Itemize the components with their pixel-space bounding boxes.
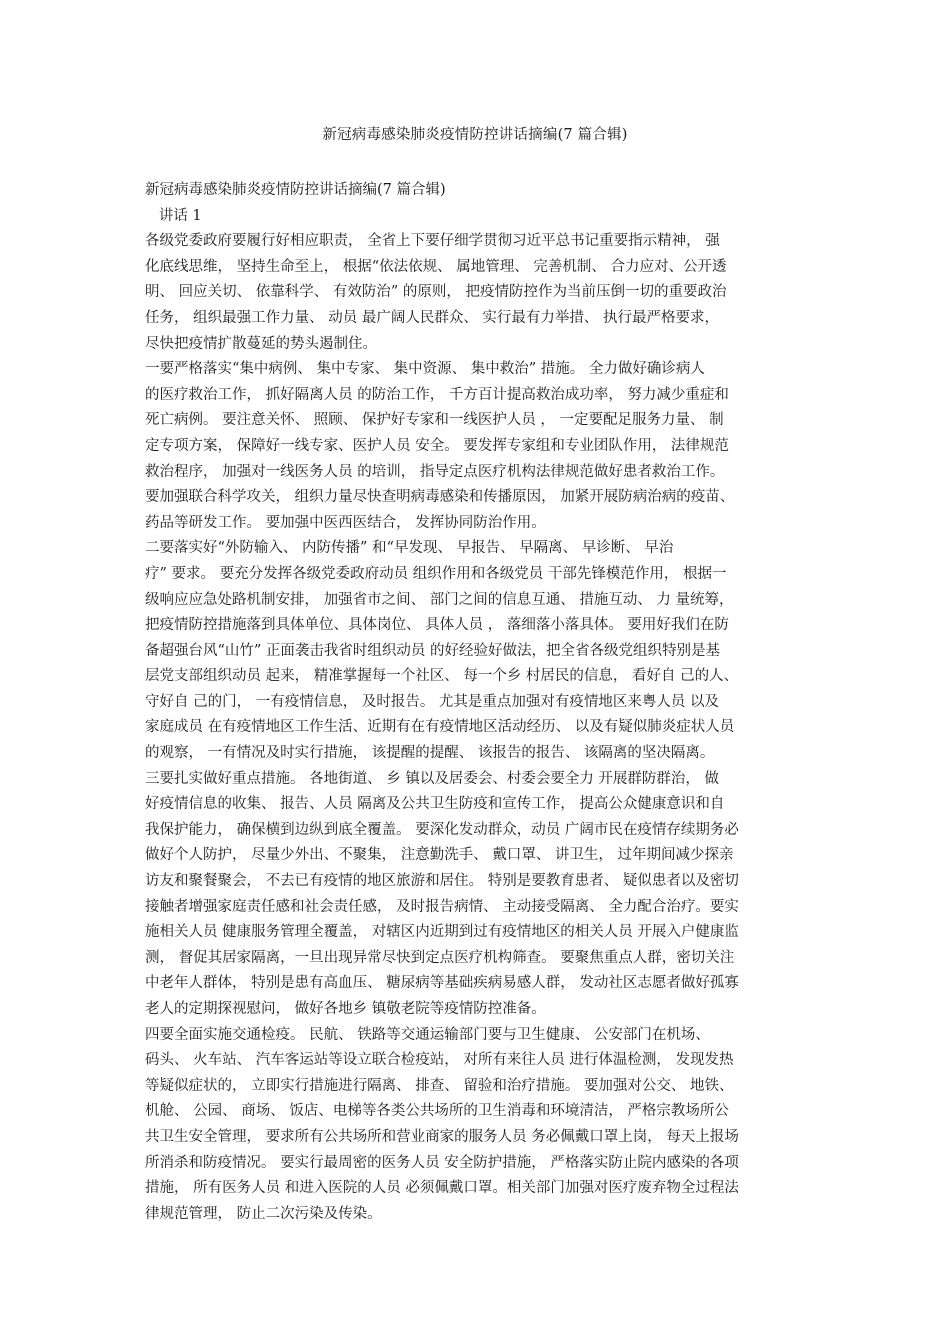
- paragraph: [145, 229, 810, 357]
- paragraph: [145, 536, 810, 766]
- paragraph-line: 接触者增强家庭责任感和社会责任感， 及时报告病情、 主动接受隔离、 全力配合治疗。要实: [145, 898, 739, 915]
- paragraph-line: 级响应应急处路机制安排， 加强省市之间、 部门之间的信息互通、 措施互动、 力 量统筹，: [145, 591, 734, 608]
- paragraph: [145, 357, 810, 536]
- paragraph-line: 家庭成员 在有疫情地区工作生活、近期有在有疫情地区活动经历、 以及有疑似肺炎症状人员: [145, 719, 735, 736]
- paragraph-list: [145, 229, 810, 1227]
- paragraph-line: 码头、 火车站、 汽车客运站等设立联合检疫站， 对所有来往人员 进行体温检测， 发现发热: [145, 1052, 734, 1069]
- paragraph-line: 守好自 己的门， 一有疫情信息， 及时报告。 尤其是重点加强对有疫情地区来粤人员 以及: [145, 693, 720, 710]
- paragraph-line: 把疫情防控措施落到具体单位、具体岗位、 具体人员 ， 落细落小落具体。 要用好我们在防: [145, 617, 729, 634]
- paragraph-line: 死亡病例。 要注意关怀、 照顾、 保护好专家和一线医护人员 ， 一定要配足服务力量、 制: [145, 412, 724, 429]
- paragraph-line: 措施， 所有医务人员 和进入医院的人员 必须佩戴口罩。相关部门加强对医疗废弃物全过程法: [145, 1180, 739, 1197]
- paragraph-line: 药品等研发工作。 要加强中医西医结合， 发挥协同防治作用。: [145, 514, 546, 531]
- paragraph-line: 的医疗救治工作， 抓好隔离人员 的防治工作， 千方百计提高救治成功率， 努力减少重症和: [145, 386, 729, 403]
- paragraph-line: 所消杀和防疫情况。 要实行最周密的医务人员 安全防护措施， 严格落实防止院内感染的各项: [145, 1154, 739, 1171]
- paragraph: [145, 767, 810, 1023]
- paragraph-line: 一要严格落实“集中病例、 集中专家、 集中资源、 集中救治” 措施。 全力做好确诊病人: [145, 361, 705, 378]
- paragraph-line: 疗” 要求。 要充分发挥各级党委政府动员 组织作用和各级党员 干部先锋模范作用， 根据一: [145, 565, 727, 582]
- paragraph-line: 救治程序， 加强对一线医务人员 的培训， 指导定点医疗机构法律规范做好患者救治工作。: [145, 463, 725, 480]
- paragraph-line: 化底线思维， 坚持生命至上， 根据“依法依规、 属地管理、 完善机制、 合力应对、公开透: [145, 258, 727, 275]
- paragraph-line: 四要全面实施交通检疫。 民航、 铁路等交通运输部门要与卫生健康、 公安部门在机场、: [145, 1026, 710, 1043]
- paragraph: [145, 1023, 810, 1228]
- paragraph-line: 我保护能力， 确保横到边纵到底全覆盖。 要深化发动群众，动员 广阔市民在疫情存续期务必: [145, 821, 739, 838]
- paragraph-line: 测， 督促其居家隔离，一旦出现异常尽快到定点医疗机构筛查。 要聚焦重点人群，密切关注: [145, 949, 735, 966]
- paragraph-line: 老人的定期探视慰问， 做好各地乡 镇敬老院等疫情防控准备。: [145, 1001, 546, 1017]
- paragraph-line: 做好个人防护， 尽量少外出、不聚集， 注意勤洗手、 戴口罩、 讲卫生， 过年期间减少探亲: [145, 847, 734, 864]
- paragraph-line: 施相关人员 健康服务管理全覆盖， 对辖区内近期到过有疫情地区的相关人员 开展入户健康监: [145, 924, 739, 941]
- section-label: [145, 204, 810, 230]
- paragraph-line: 各级党委政府要履行好相应职责， 全省上下要仔细学贯彻习近平总书记重要指示精神， 强: [145, 233, 720, 250]
- paragraph-line: 备超强台风“山竹” 正面袭击我省时组织动员 的好经验好做法，把全省各级党组织特别是基: [145, 642, 721, 659]
- paragraph-line: 等疑似症状的， 立即实行措施进行隔离、 排查、 留验和治疗措施。 要加强对公交、 地铁、: [145, 1077, 734, 1094]
- paragraph-line: 访友和聚餐聚会， 不去已有疫情的地区旅游和居住。 特别是要教育患者、 疑似患者以及密切: [145, 873, 739, 890]
- paragraph-line: 要加强联合科学攻关， 组织力量尽快查明病毒感染和传播原因， 加紧开展防病治病的疫苗、: [145, 489, 735, 506]
- paragraph-line: 三要扎实做好重点措施。 各地街道、 乡 镇以及居委会、村委会要全力 开展群防群治， 做: [145, 770, 720, 787]
- document-subtitle: 新冠病毒感染肺炎疫情防控讲话摘编(7 篇合辑): [145, 182, 446, 198]
- paragraph-line: 好疫情信息的收集、 报告、人员 隔离及公共卫生防疫和宣传工作， 提高公众健康意识和自: [145, 796, 725, 813]
- paragraph-line: 共卫生安全管理， 要求所有公共场所和营业商家的服务人员 务必佩戴口罩上岗， 每天上报场: [145, 1128, 739, 1145]
- paragraph-line: 的观察， 一有情况及时实行措施， 该提醒的提醒、 该报告的报告、 该隔离的坚决隔离。: [145, 745, 715, 762]
- paragraph-line: 机舱、 公园、 商场、 饭店、电梯等各类公共场所的卫生消毒和环境清洁， 严格宗教场所公: [145, 1103, 729, 1120]
- section-label-text: 讲话 1: [158, 207, 202, 224]
- paragraph-line: 层党支部组织动员 起来， 精准掌握每一个社区、 每一个乡 村居民的信息， 看好自 己的人、: [145, 668, 739, 685]
- paragraph-line: 律规范管理， 防止二次污染及传染。: [145, 1205, 382, 1222]
- paragraph-line: 二要落实好“外防输入、 内防传播” 和“早发现、 早报告、 早隔离、 早诊断、 早治: [145, 540, 674, 557]
- paragraph-line: 明、 回应关切、 依靠科学、 有效防治” 的原则， 把疫情防控作为当前压倒一切的重要政治: [145, 284, 727, 301]
- document-body: [145, 178, 810, 1227]
- paragraph-line: 尽快把疫情扩散蔓延的势头遏制住。: [145, 335, 377, 352]
- document-title: 新冠病毒感染肺炎疫情防控讲话摘编(7 篇合辑): [322, 127, 628, 143]
- paragraph-line: 中老年人群体， 特别是患有高血压、 糖尿病等基础疾病易感人群， 发动社区志愿者做好孤寡: [145, 975, 739, 992]
- paragraph-line: 任务， 组织最强工作力量、 动员 最广阔人民群众、 实行最有力举措、 执行最严格要求，: [145, 309, 720, 326]
- paragraph-line: 定专项方案， 保障好一线专家、医护人员 安全。 要发挥专家组和专业团队作用， 法律规范: [145, 437, 729, 454]
